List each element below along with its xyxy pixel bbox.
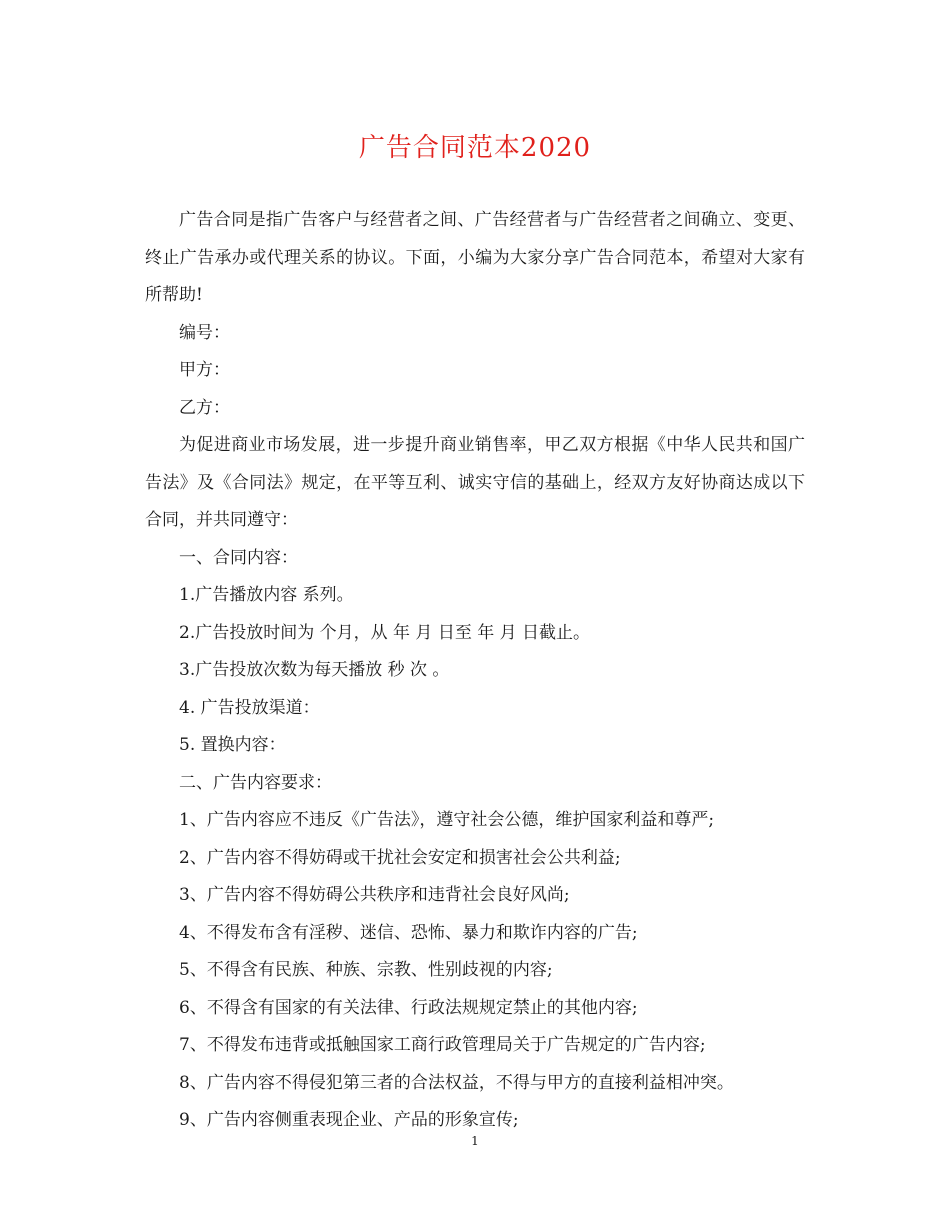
clause-item: 3、广告内容不得妨碍公共秩序和违背社会良好风尚; — [179, 885, 570, 905]
party-a-line: 甲方： — [179, 360, 230, 380]
document-title: 广告合同范本2020 — [358, 133, 592, 163]
document-body — [145, 202, 805, 1140]
section-heading: 一、合同内容： — [179, 547, 298, 568]
party-b-line: 乙方： — [179, 397, 230, 418]
contract-number-line: 编号： — [179, 322, 230, 343]
section-heading: 二、广告内容要求： — [179, 772, 332, 793]
page-number: 1 — [471, 1134, 479, 1148]
intro-paragraph: 广告合同是指广告客户与经营者之间、广告经营者与广告经营者之间确立、变更、终止广告承办或代理关系的协议。下面，小编为大家分享广告合同范本，希望对大家有所帮助! — [145, 210, 805, 305]
clause-item: 6、不得含有国家的有关法律、行政法规规定禁止的其他内容; — [179, 997, 638, 1018]
clause-item: 2.广告投放时间为 个月，从 年 月 日至 年 月 日截止。 — [179, 622, 591, 643]
clause-item: 5、不得含有民族、种族、宗教、性别歧视的内容; — [179, 960, 553, 980]
clause-item: 5. 置换内容： — [179, 735, 286, 755]
clause-item: 1.广告播放内容 系列。 — [179, 585, 354, 605]
clause-item: 4、不得发布含有淫秽、迷信、恐怖、暴力和欺诈内容的广告; — [179, 922, 638, 943]
clause-item: 3.广告投放次数为每天播放 秒 次 。 — [179, 660, 450, 680]
clause-item: 7、不得发布违背或抵触国家工商行政管理局关于广告规定的广告内容; — [179, 1035, 706, 1055]
clause-item: 8、广告内容不得侵犯第三者的合法权益，不得与甲方的直接利益相冲突。 — [179, 1072, 734, 1093]
clause-item: 4. 广告投放渠道： — [179, 697, 320, 718]
preamble-paragraph: 为促进商业市场发展，进一步提升商业销售率，甲乙双方根据《中华人民共和国广告法》及《合同法》规定，在平等互利、诚实守信的基础上，经双方友好协商达成以下合同，并共同遵守： — [145, 435, 805, 530]
clause-item: 1、广告内容应不违反《广告法》，遵守社会公德，维护国家利益和尊严; — [179, 810, 715, 830]
clause-item: 2、广告内容不得妨碍或干扰社会安定和损害社会公共利益; — [179, 847, 621, 868]
clause-item: 9、广告内容侧重表现企业、产品的形象宣传; — [179, 1110, 519, 1130]
